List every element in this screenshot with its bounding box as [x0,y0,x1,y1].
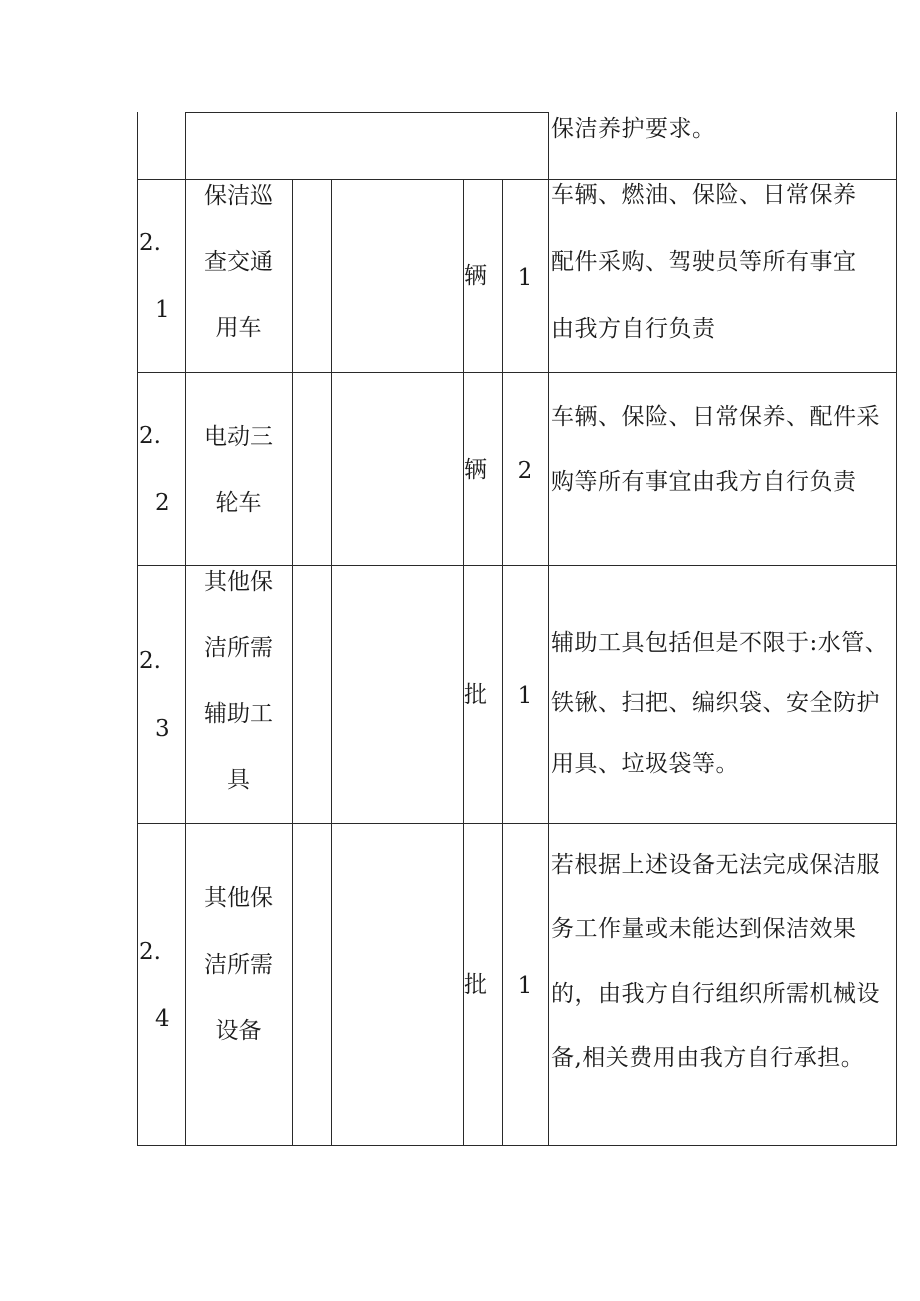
item-remark: 辅助工具包括但是不限于:水管、 [551,630,889,656]
row-divider [137,823,896,824]
item-remark: 若根据上述设备无法完成保洁服 [551,852,880,878]
item-name: 洁所需 [204,952,273,978]
row-divider [137,372,896,373]
column-divider [331,179,332,1146]
row-number: 4 [155,1006,170,1032]
item-name: 设备 [215,1018,262,1044]
row-number: 1 [155,297,170,323]
column-divider [502,179,503,1146]
item-remark: 用具、垃圾袋等。 [551,751,739,777]
row-number: 2. [139,648,161,674]
row-number: 2. [139,230,161,256]
item-unit: 辆 [464,263,487,289]
row-divider [185,112,548,113]
item-remark: 由我方自行负责 [551,316,716,342]
item-name: 用车 [215,315,262,341]
row-divider [137,565,896,566]
item-remark: 备,相关费用由我方自行承担。 [551,1045,865,1071]
item-name: 具 [227,767,250,793]
item-name: 保洁巡 [204,183,273,209]
column-divider [463,179,464,1146]
item-quantity: 1 [517,683,533,709]
item-remark: 铁锹、扫把、编织袋、安全防护 [551,690,880,716]
item-unit: 批 [464,972,487,998]
item-name: 其他保 [204,569,273,595]
top-row-remark: 保洁养护要求。 [551,116,716,142]
item-remark: 的，由我方自行组织所需机械设 [551,981,880,1007]
row-divider [137,179,896,180]
item-remark: 配件采购、驾驶员等所有事宜 [551,249,857,275]
item-name: 查交通 [204,249,273,275]
row-number: 2. [139,939,161,965]
item-remark: 购等所有事宜由我方自行负责 [551,469,857,495]
item-name: 洁所需 [204,635,273,661]
row-divider [137,1145,896,1146]
column-divider [137,112,138,1146]
item-unit: 辆 [464,457,487,483]
item-quantity: 1 [517,973,533,999]
item-name: 电动三 [204,424,273,450]
item-quantity: 2 [517,458,533,484]
item-name: 其他保 [204,885,273,911]
item-remark: 务工作量或未能达到保洁效果 [551,916,857,942]
column-divider [292,179,293,1146]
item-quantity: 1 [517,265,533,291]
row-number: 3 [155,716,170,742]
item-remark: 车辆、燃油、保险、日常保养 [551,182,857,208]
item-remark: 车辆、保险、日常保养、配件采 [551,404,880,430]
item-name: 轮车 [215,490,262,516]
row-number: 2 [155,490,170,516]
column-divider [548,112,549,1146]
column-divider [896,112,897,1146]
item-name: 辅助工 [204,701,273,727]
item-unit: 批 [464,682,487,708]
row-number: 2. [139,423,161,449]
